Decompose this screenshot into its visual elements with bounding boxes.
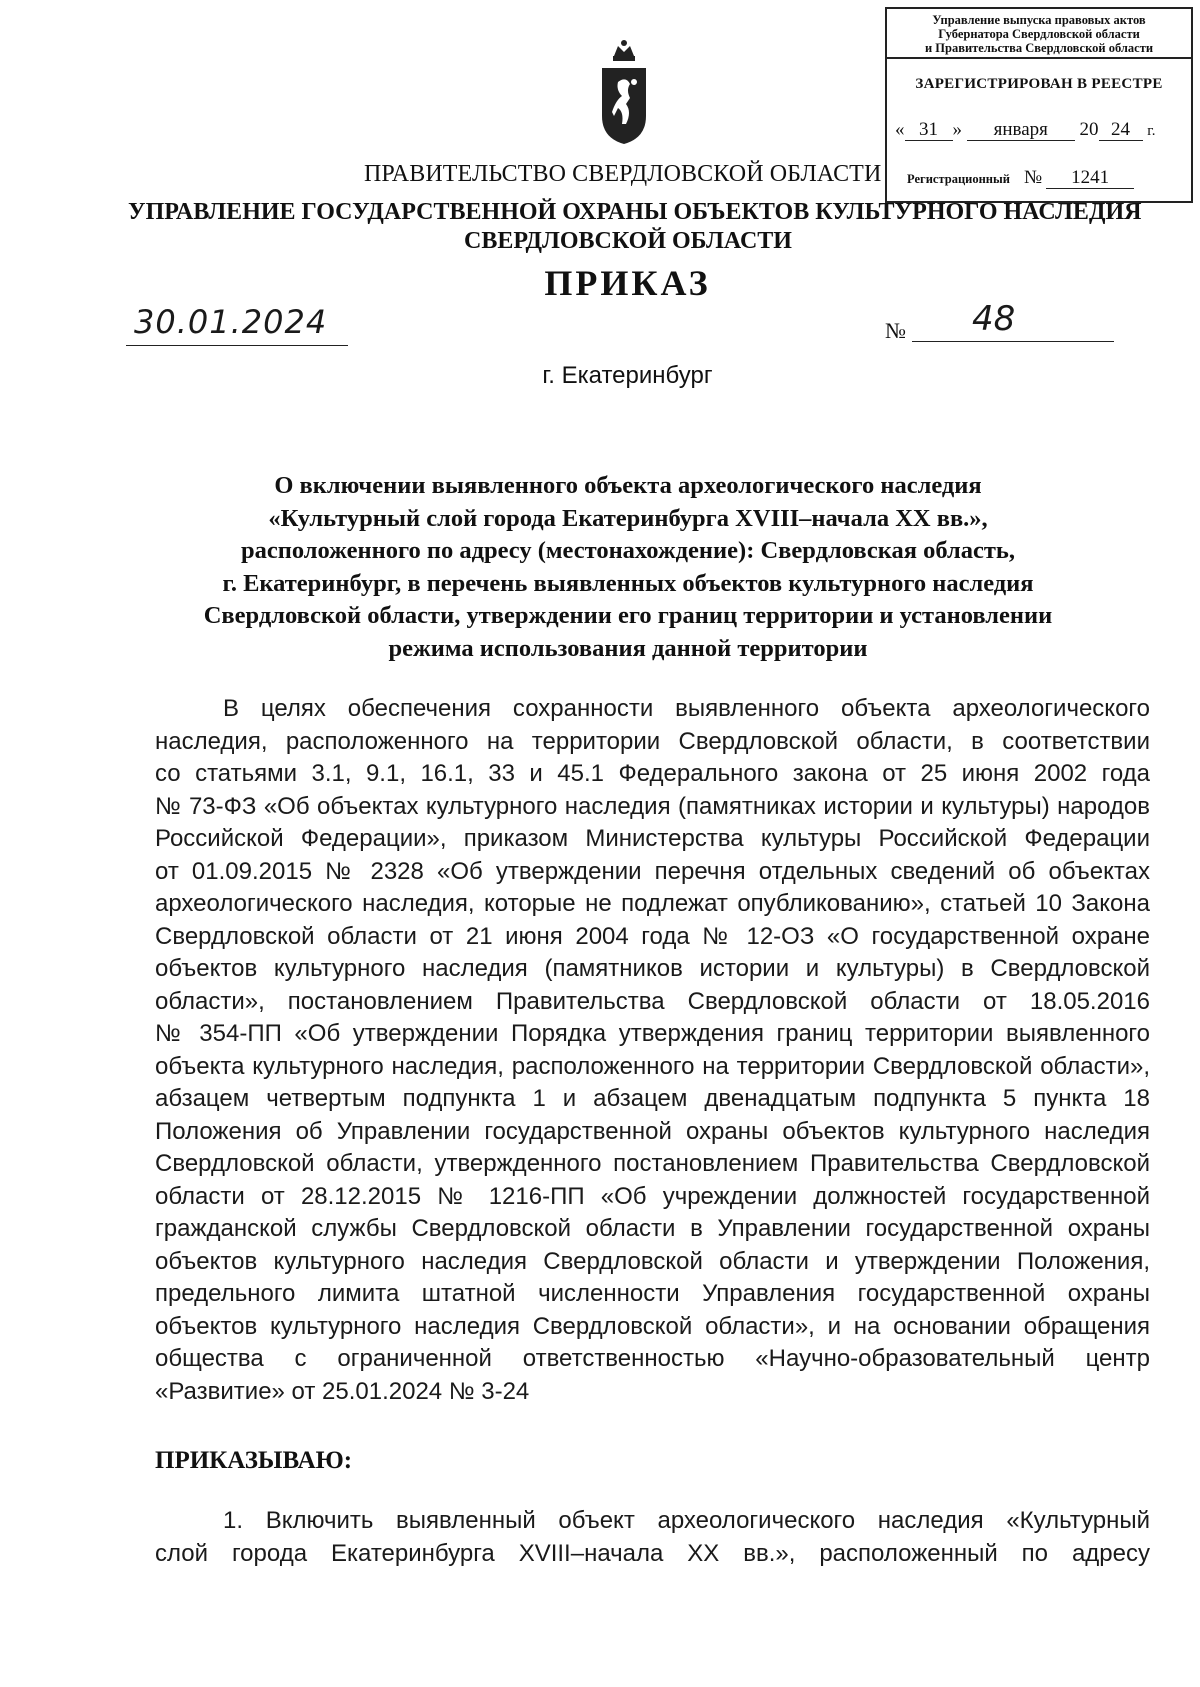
stamp-year-prefix: 20 <box>1079 119 1099 140</box>
stamp-month: января <box>967 120 1075 141</box>
body-line: абзацем четвертым подпункта 1 и абзацем двенадцатым подпункта 5 пункта 18 <box>155 1085 1150 1112</box>
department-name <box>128 198 1142 256</box>
item-line: 1. Включить выявленный объект археологического наследия «Культурный <box>223 1507 1150 1534</box>
subject-line: расположенного по адресу (местонахождение): Свердловская область, <box>240 537 1016 564</box>
body-line: В целях обеспечения сохранности выявленного объекта археологического <box>223 695 1150 722</box>
body-line: № 354-ПП «Об утверждении Порядка утверждения границ территории выявленного <box>155 1020 1150 1047</box>
stamp-quote-close: » <box>952 119 962 140</box>
body-line: предельного лимита штатной численности Управления государственной охраны <box>155 1280 1150 1307</box>
body-line: Российской Федерации», приказом Министерства культуры Российской Федерации <box>155 825 1150 852</box>
order-heading: ПРИКАЗЫВАЮ: <box>155 1447 353 1474</box>
stamp-date <box>895 119 1155 141</box>
body-line: Свердловской области от 21 июня 2004 года № 12-ОЗ «О государственной охране <box>155 922 1150 950</box>
department-line: УПРАВЛЕНИЕ ГОСУДАРСТВЕННОЙ ОХРАНЫ ОБЪЕКТОВ КУЛЬТУРНОГО НАСЛЕДИЯ <box>128 199 1142 225</box>
subject-line: «Культурный слой города Екатеринбурга XVIII–начала XX вв.», <box>268 504 988 532</box>
order-item-1 <box>155 1505 1150 1570</box>
body-line: «Развитие» от 25.01.2024 № 3-24 <box>155 1377 530 1405</box>
number-label: № <box>885 318 906 343</box>
item-line: слой города Екатеринбурга XVIII–начала XX вв.», расположенный по адресу <box>155 1539 1150 1567</box>
body-line: № 73-ФЗ «Об объектах культурного наследия (памятниках истории и культуры) народов <box>155 792 1150 820</box>
stamp-quote-open: « <box>895 119 905 140</box>
stamp-year-suffix: 24 <box>1099 120 1143 141</box>
city: г. Екатеринбург <box>542 362 713 389</box>
stamp-head-line: Губернатора Свердловской области <box>938 27 1140 41</box>
document-date <box>126 305 348 346</box>
government-name: ПРАВИТЕЛЬСТВО СВЕРДЛОВСКОЙ ОБЛАСТИ <box>364 161 882 187</box>
body-line: наследия, расположенного на территории Свердловской области, в соответствии <box>155 727 1150 755</box>
stamp-registered-label: ЗАРЕГИСТРИРОВАН В РЕЕСТРЕ <box>915 76 1163 92</box>
body-line: области», постановлением Правительства Свердловской области от 18.05.2016 <box>155 987 1150 1015</box>
subject-line: г. Екатеринбург, в перечень выявленных объектов культурного наследия <box>222 569 1034 597</box>
stamp-registration-number <box>907 167 1134 189</box>
body-line: объектов культурного наследия Свердловской области», и на основании обращения <box>155 1312 1150 1340</box>
document-subject <box>128 470 1128 665</box>
subject-line: О включении выявленного объекта археологического наследия <box>274 472 982 499</box>
document-type: ПРИКАЗ <box>544 263 711 303</box>
stamp-head-line: и Правительства Свердловской области <box>924 41 1154 55</box>
preamble-paragraph <box>155 693 1150 1408</box>
stamp-reg-number: 1241 <box>1046 168 1134 189</box>
stamp-year-mark: г. <box>1147 123 1156 139</box>
stamp-day: 31 <box>905 120 953 141</box>
body-line: Свердловской области, утвержденного постановлением Правительства Свердловской <box>155 1150 1150 1177</box>
stamp-no-sign: № <box>1023 167 1043 188</box>
handwritten-date: 30.01.2024 <box>134 303 328 341</box>
handwritten-number: 48 <box>972 299 1016 339</box>
body-line: общества с ограниченной ответственностью «Научно-образовательный центр <box>155 1345 1150 1372</box>
body-line: гражданской службы Свердловской области в Управлении государственной охраны <box>155 1215 1150 1242</box>
stamp-header <box>887 9 1191 59</box>
body-line: объектов культурного наследия (памятников истории и культуры) в Свердловской <box>155 955 1150 982</box>
stamp-head-line: Управление выпуска правовых актов <box>932 13 1146 27</box>
body-line: области от 28.12.2015 № 1216-ПП «Об учреждении должностей государственной <box>155 1182 1150 1210</box>
body-line: объекта культурного наследия, расположенного на территории Свердловской области», <box>155 1052 1150 1080</box>
registration-stamp <box>885 7 1193 203</box>
body-line: Положения об Управлении государственной охраны объектов культурного наследия <box>155 1117 1150 1145</box>
department-line: СВЕРДЛОВСКОЙ ОБЛАСТИ <box>464 228 792 254</box>
stamp-reg-label: Регистрационный <box>907 172 1010 186</box>
body-line: от 01.09.2015 № 2328 «Об утверждении перечня отдельных сведений об объектах <box>155 857 1150 885</box>
body-line: объектов культурного наследия Свердловской области и утверждении Положения, <box>155 1247 1150 1275</box>
coat-of-arms-icon <box>596 38 652 148</box>
subject-line: Свердловской области, утверждении его границ территории и установлении <box>203 602 1053 629</box>
document-number <box>912 299 1114 342</box>
body-line: со статьями 3.1, 9.1, 16.1, 33 и 45.1 Федерального закона от 25 июня 2002 года <box>155 760 1150 787</box>
subject-line: режима использования данной территории <box>388 634 868 662</box>
body-line: археологического наследия, которые не подлежат опубликованию», статьей 10 Закона <box>155 890 1150 917</box>
